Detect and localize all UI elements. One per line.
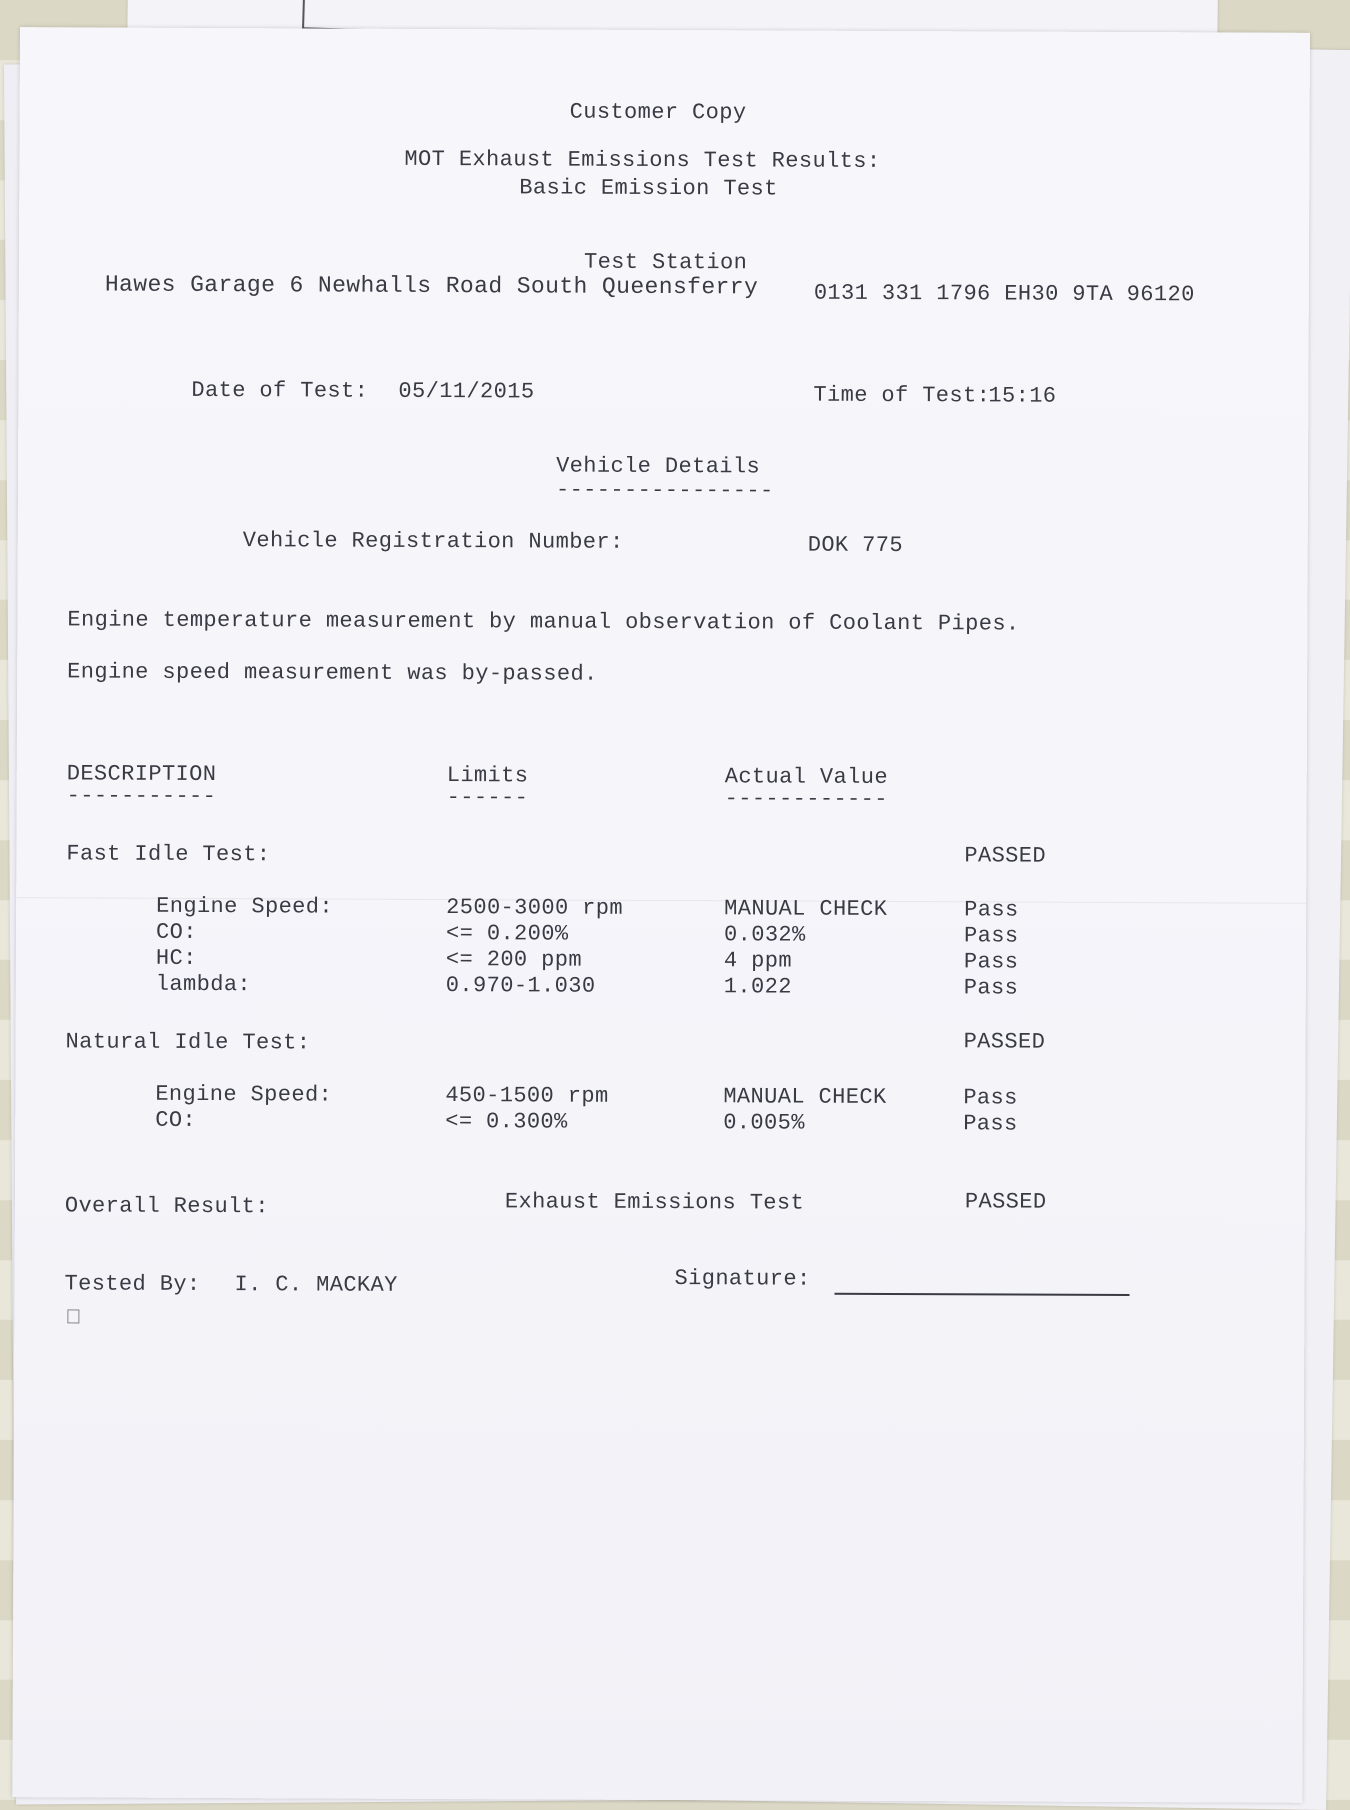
row-name: HC:	[155, 945, 197, 971]
row-result: Pass	[963, 949, 1019, 975]
natural-idle-status: PASSED	[963, 1029, 1046, 1055]
station-phone-postcode: 0131 331 1796 EH30 9TA 96120	[813, 280, 1195, 308]
overall-test-name: Exhaust Emissions Test	[504, 1189, 805, 1216]
vehicle-heading-underline: ----------------	[555, 477, 774, 504]
copy-label: Customer Copy	[569, 99, 747, 126]
row-limit: <= 0.300%	[445, 1109, 568, 1135]
row-limit: 0.970-1.030	[445, 973, 596, 999]
column-underline: -----------	[66, 783, 217, 810]
note-engine-temperature: Engine temperature measurement by manual observation of Coolant Pipes.	[67, 607, 1020, 637]
natural-idle-label: Natural Idle Test:	[65, 1029, 311, 1056]
time-label: Time of Test:	[813, 382, 991, 409]
column-underline: ------------	[724, 786, 888, 812]
overall-status: PASSED	[964, 1189, 1047, 1215]
registration-label: Vehicle Registration Number:	[242, 528, 624, 555]
overall-result-label: Overall Result:	[64, 1193, 269, 1220]
vehicle-heading: Vehicle Details	[556, 453, 761, 480]
row-actual: MANUAL CHECK	[724, 896, 888, 922]
station-address: Hawes Garage 6 Newhalls Road South Queensferry	[104, 271, 759, 301]
tested-by-label: Tested By:	[64, 1271, 201, 1297]
row-name: Engine Speed:	[155, 1081, 333, 1108]
fast-idle-status: PASSED	[964, 843, 1047, 869]
column-header-description: DESCRIPTION	[66, 761, 217, 788]
station-heading: Test Station	[583, 249, 748, 276]
time-value: 15:16	[988, 383, 1057, 409]
document-subtitle: Basic Emission Test	[519, 175, 778, 202]
fast-idle-label: Fast Idle Test:	[66, 841, 271, 868]
tested-by-value: I. C. MACKAY	[234, 1272, 398, 1298]
row-actual: 1.022	[723, 974, 792, 1000]
test-results-document	[12, 27, 1310, 1803]
row-result: Pass	[963, 1085, 1018, 1111]
date-value: 05/11/2015	[398, 378, 535, 405]
note-engine-speed: Engine speed measurement was by-passed.	[67, 659, 598, 687]
row-limit: <= 0.200%	[446, 921, 569, 947]
row-limit: 2500-3000 rpm	[446, 895, 624, 921]
row-result: Pass	[963, 975, 1019, 1001]
row-result: Pass	[964, 897, 1019, 923]
row-limit: 450-1500 rpm	[445, 1083, 609, 1109]
row-actual: MANUAL CHECK	[723, 1084, 887, 1110]
row-limit: <= 200 ppm	[445, 947, 583, 973]
registration-value: DOK 775	[807, 532, 904, 559]
row-name: CO:	[155, 1107, 197, 1133]
row-actual: 0.005%	[723, 1110, 805, 1136]
column-header-limits: Limits	[446, 763, 529, 789]
date-label: Date of Test:	[191, 377, 369, 404]
column-header-actual: Actual Value	[724, 764, 889, 790]
checkbox-glyph	[67, 1309, 79, 1323]
row-name: CO:	[156, 919, 197, 945]
row-actual: 4 ppm	[723, 948, 793, 974]
row-actual: 0.032%	[723, 922, 806, 948]
signature-label: Signature:	[674, 1266, 811, 1292]
column-underline: ------	[446, 785, 529, 811]
signature-line	[834, 1293, 1129, 1296]
row-name: Engine Speed:	[156, 893, 334, 920]
row-result: Pass	[963, 1111, 1018, 1137]
document-title: MOT Exhaust Emissions Test Results:	[404, 146, 881, 174]
row-name: lambda:	[155, 971, 252, 998]
row-result: Pass	[963, 923, 1019, 949]
